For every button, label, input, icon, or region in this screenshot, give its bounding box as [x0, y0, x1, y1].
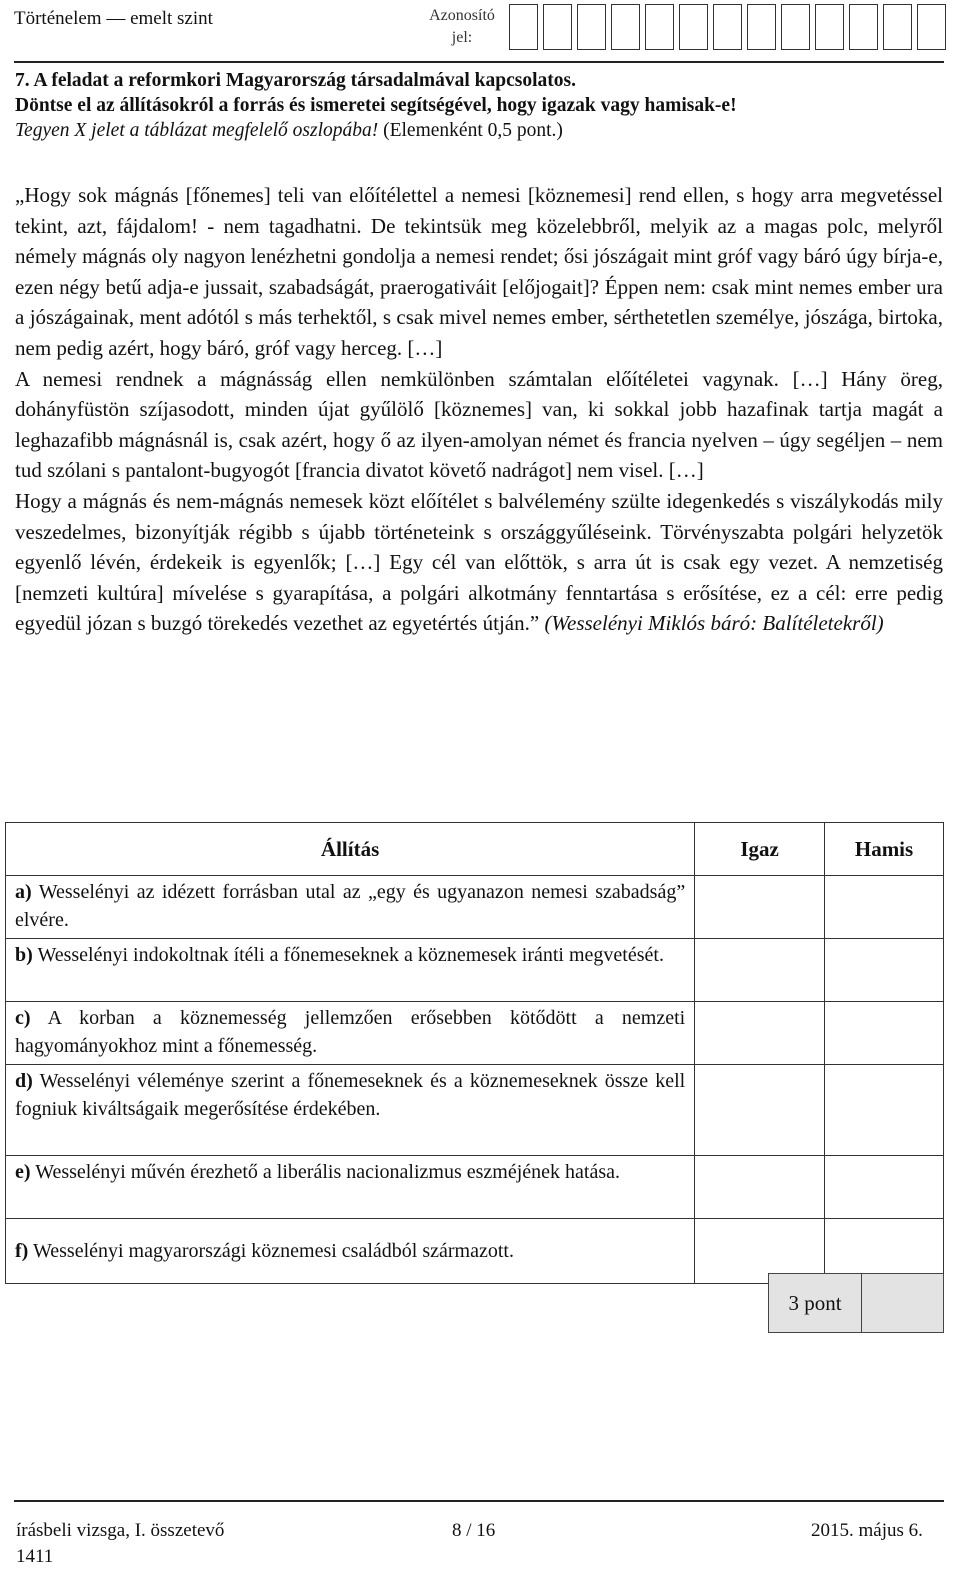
- statement-cell: [6, 1065, 695, 1156]
- statement-letter: f): [15, 1240, 29, 1262]
- task-instruction-line: Döntse el az állításokról a forrás és ismeretei segítségével, hogy igazak vagy hamisak-e!: [15, 95, 737, 116]
- true-checkbox-cell[interactable]: [695, 939, 825, 1002]
- score-entry-field[interactable]: [862, 1274, 943, 1332]
- source-quote: [15, 180, 943, 639]
- table-row: [6, 1065, 944, 1156]
- quote-paragraph-1: „Hogy sok mágnás [főnemes] teli van előítélettel a nemesi [köznemesi] rend ellen, s hogy arra megvetéssel tekint, azt, fájdalom! - nem tagadhatni. De tekintsük meg közelebbről, melyik az a magas polc, melyről némely mágnás oly nagyon lenézhetni gondolja a nemesi rendet; ősi jószágait mint gróf vagy báró úgy bírja-e, ezen négy betű adja-e jussait, szabadságát, praerogativáit [előjogait]? Éppen nem: csak mint nemes ember ura a jószágainak, ment adótól s más terhektől, s csak mivel nemes ember, sérthetetlen személye, jószága, birtoka, nem pedig azért, hogy báró, gróf vagy herceg. […]: [15, 183, 943, 360]
- task-hint-points: (Elemenként 0,5 pont.): [378, 120, 563, 141]
- task-instructions: [15, 68, 945, 143]
- statement-text: Wesselényi az idézett forrásban utal az „egy és ugyanazon nemesi szabadság” elvére.: [15, 881, 686, 931]
- task-title-line: [15, 68, 945, 93]
- statement-cell: [6, 1156, 695, 1219]
- task-topic: A feladat a reformkori Magyarország társadalmával kapcsolatos.: [33, 70, 576, 91]
- id-box[interactable]: [781, 4, 810, 50]
- true-checkbox-cell[interactable]: [695, 1002, 825, 1065]
- false-checkbox-cell[interactable]: [825, 939, 944, 1002]
- table-header-row: [6, 823, 944, 876]
- header-subject: Történelem — emelt szint: [14, 8, 213, 29]
- id-box[interactable]: [645, 4, 674, 50]
- statement-letter: e): [15, 1161, 31, 1183]
- false-checkbox-cell[interactable]: [825, 1065, 944, 1156]
- table-row: [6, 1002, 944, 1065]
- false-checkbox-cell[interactable]: [825, 1002, 944, 1065]
- statement-cell: [6, 1219, 695, 1284]
- statement-cell: [6, 939, 695, 1002]
- id-label: Azonosító jel:: [429, 7, 495, 46]
- header-rule: [14, 61, 944, 63]
- statement-letter: c): [15, 1007, 31, 1029]
- statement-text: Wesselényi művén érezhető a liberális nacionalizmus eszméjének hatása.: [35, 1161, 621, 1183]
- id-box[interactable]: [611, 4, 640, 50]
- table-row: [6, 939, 944, 1002]
- statement-cell: [6, 1002, 695, 1065]
- header-true: Igaz: [695, 823, 825, 876]
- footer-rule: [14, 1500, 944, 1502]
- true-checkbox-cell[interactable]: [695, 1065, 825, 1156]
- id-box[interactable]: [679, 4, 708, 50]
- footer-exam-part: írásbeli vizsga, I. összetevő: [16, 1520, 225, 1541]
- score-label: 3 pont: [769, 1274, 862, 1332]
- id-box[interactable]: [815, 4, 844, 50]
- statement-text: Wesselényi indokoltnak ítéli a főnemeseknek a köznemesek iránti megvetését.: [37, 944, 664, 966]
- header-false: Hamis: [825, 823, 944, 876]
- id-box[interactable]: [577, 4, 606, 50]
- quote-paragraph-2: A nemesi rendnek a mágnásság ellen nemkülönben számtalan előítéletei vagynak. […] Hány öreg, dohányfüstön szíjasodott, minden újat gyűlölő [köznemes] van, ki sokkal jobb hazafinak tartja magát a leghazafibb mágnásnál is, csak azért, hogy ő az ilyen-amolyan német és francia nyelven – úgy segéljen – nem tud szólani s pantalont-bugyogót [francia divatot követő nadrágot] nem visel. […]: [15, 366, 943, 483]
- footer-code: 1411: [16, 1546, 54, 1567]
- id-input-boxes[interactable]: [509, 4, 951, 50]
- false-checkbox-cell[interactable]: [825, 1156, 944, 1219]
- statements-table: [5, 822, 944, 1284]
- true-checkbox-cell[interactable]: [695, 1156, 825, 1219]
- quote-paragraph-3: [15, 486, 943, 639]
- statement-letter: d): [15, 1070, 33, 1092]
- quote-citation: (Wesselényi Miklós báró: Balítéletekről): [544, 611, 884, 636]
- statement-text: Wesselényi magyarországi köznemesi családból származott.: [32, 1240, 514, 1262]
- statement-letter: a): [15, 881, 32, 903]
- task-number: 7.: [15, 70, 30, 91]
- false-checkbox-cell[interactable]: [825, 876, 944, 939]
- statement-cell: [6, 876, 695, 939]
- quote-paragraph-3-text: Hogy a mágnás és nem-mágnás nemesek közt előítélet s balvélemény szülte idegenkedés s viszálykodás mily veszedelmes, bizonyítják régibb s újabb történeteink s országgyűléseink. Törvényszabta polgári helyzetök egyenlő lévén, érdekeik is egyenlők; […] Egy cél van előttök, s arra út is csak egy vezet. A nemzetiség [nemzeti kultúra] mívelése s gyarapítása, a polgári alkotmány fenntartása s erősítése, ez a cél: erre pedig egyedül józan s buzgó törekedés vezethet az egyetértés útján.”: [15, 488, 943, 636]
- id-box[interactable]: [713, 4, 742, 50]
- score-box: [768, 1273, 944, 1333]
- id-box[interactable]: [509, 4, 538, 50]
- table-row: [6, 876, 944, 939]
- task-hint-line: [15, 118, 945, 143]
- statement-letter: b): [15, 944, 33, 966]
- id-box[interactable]: [917, 4, 946, 50]
- id-box[interactable]: [849, 4, 878, 50]
- id-box[interactable]: [543, 4, 572, 50]
- statement-text: Wesselényi véleménye szerint a főnemeseknek és a köznemeseknek össze kell fogniuk kiváltságaik megerősítése érdekében.: [15, 1070, 686, 1120]
- footer-date: 2015. május 6.: [811, 1520, 923, 1541]
- id-box[interactable]: [883, 4, 912, 50]
- statement-text: A korban a köznemesség jellemzően erősebben kötődött a nemzeti hagyományokhoz mint a főnemesség.: [15, 1007, 686, 1057]
- footer-page-number: 8 / 16: [452, 1520, 496, 1541]
- true-checkbox-cell[interactable]: [695, 876, 825, 939]
- id-box[interactable]: [747, 4, 776, 50]
- table-row: [6, 1156, 944, 1219]
- task-hint-italic: Tegyen X jelet a táblázat megfelelő oszlopába!: [15, 120, 379, 141]
- header-statement: Állítás: [6, 823, 695, 876]
